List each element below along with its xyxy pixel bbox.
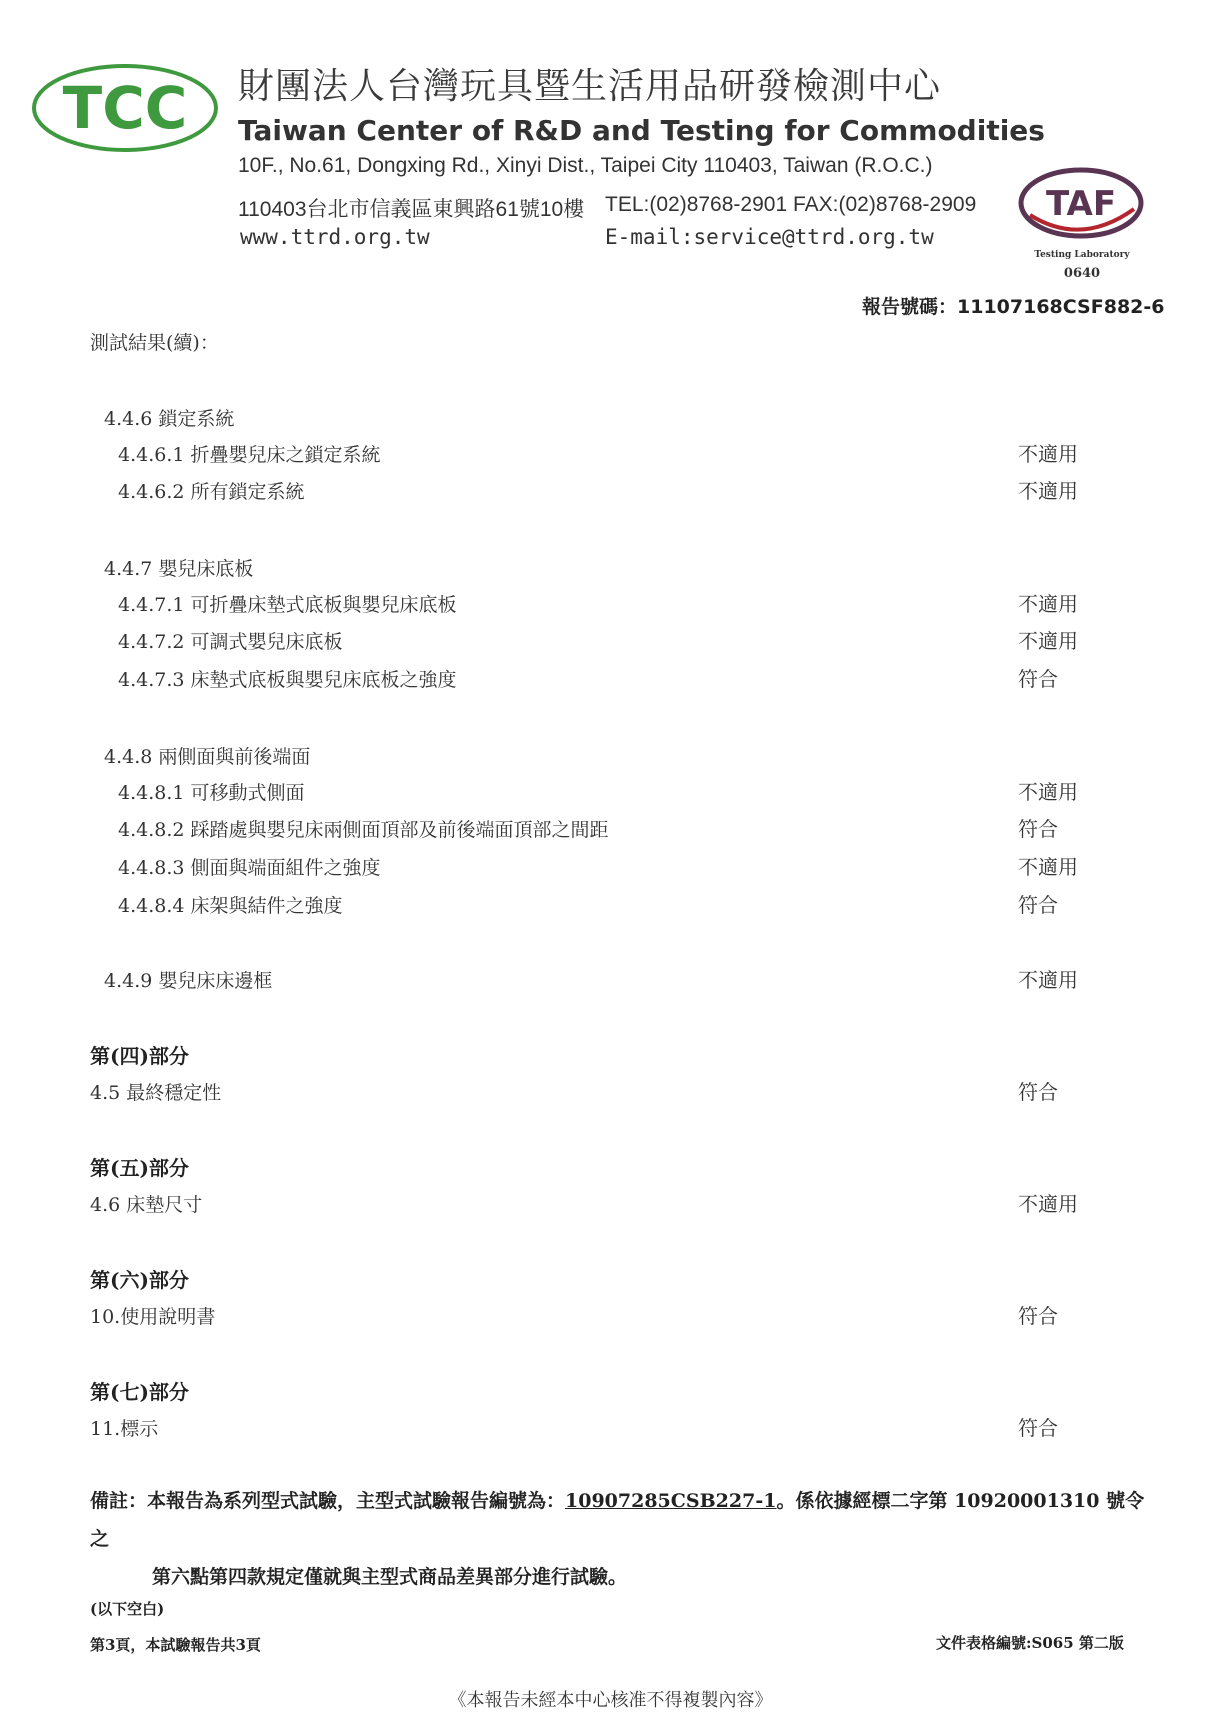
item-label: 4.4.8.4 床架與結件之強度 [118,895,343,917]
remarks [90,1482,1150,1596]
item-result: 符合 [1018,667,1058,691]
item-label: 4.4.9 嬰兒床床邊框 [104,970,273,992]
item-result: 不適用 [1018,592,1078,616]
list-item [0,778,1221,808]
main-report-number: 10907285CSB227-1 [565,1490,777,1512]
taf-logo [1016,165,1146,245]
list-item [0,1414,1221,1444]
list-item [0,404,1221,434]
item-result: 不適用 [1018,479,1078,503]
list-item [0,1302,1221,1332]
continued-label: 測試結果(續)： [90,332,219,354]
part-title: 第(七)部分 [90,1380,189,1404]
item-label: 4.6 床墊尺寸 [90,1194,203,1216]
org-name-en: Taiwan Center of R&D and Testing for Commodities [238,114,1045,147]
item-label: 4.4.6 鎖定系統 [104,408,235,430]
tcc-logo-text: TCC [62,74,188,142]
remarks-prefix: 備註：本報告為系列型式試驗，主型式試驗報告編號為： [90,1490,566,1512]
list-item [0,1190,1221,1220]
website: www.ttrd.org.tw [240,225,430,249]
item-label: 4.4.6.2 所有鎖定系統 [118,481,305,503]
item-label: 4.4.8.2 踩踏處與嬰兒床兩側面頂部及前後端面頂部之間距 [118,819,609,841]
address-en: 10F., No.61, Dongxing Rd., Xinyi Dist., Taipei City 110403, Taiwan (R.O.C.) [238,154,933,177]
item-label: 4.4.6.1 折疊嬰兒床之鎖定系統 [118,444,381,466]
tcc-logo [30,62,220,154]
item-label: 4.4.7 嬰兒床底板 [104,558,254,580]
item-result: 不適用 [1018,629,1078,653]
item-label: 4.4.8.1 可移動式側面 [118,782,305,804]
blank-note: (以下空白) [90,1600,165,1618]
list-item [0,1078,1221,1108]
item-label: 4.4.7.1 可折疊床墊式底板與嬰兒床底板 [118,594,457,616]
part-title: 第(五)部分 [90,1156,189,1180]
list-item [0,554,1221,584]
item-label: 11.標示 [90,1418,159,1440]
item-result: 符合 [1018,893,1058,917]
list-item [0,590,1221,620]
list-item [0,891,1221,921]
list-item [0,966,1221,996]
org-name-zh: 財團法人台灣玩具暨生活用品研發檢測中心 [238,66,942,107]
part-title: 第(六)部分 [90,1268,189,1292]
footer-note: 《本報告未經本中心核准不得複製內容》 [448,1690,773,1711]
item-result: 不適用 [1018,968,1078,992]
list-item [0,853,1221,883]
remarks-line2: 第六點第四款規定僅就與主型式商品差異部分進行試驗。 [152,1566,628,1588]
item-label: 4.4.8.3 側面與端面組件之強度 [118,857,381,879]
remarks-middle: 。係依據經標二字第 10920001310 號令之 [90,1490,1145,1550]
item-label: 4.4.8 兩側面與前後端面 [104,746,311,768]
page-info: 第3頁，本試驗報告共3頁 [90,1636,261,1654]
report-number: 報告號碼：11107168CSF882-6 [862,296,1165,318]
item-result: 不適用 [1018,442,1078,466]
item-result: 不適用 [1018,780,1078,804]
item-result: 符合 [1018,1304,1058,1328]
item-label: 4.4.7.3 床墊式底板與嬰兒床底板之強度 [118,669,457,691]
tel-fax: TEL:(02)8768-2901 FAX:(02)8768-2909 [605,193,977,216]
taf-number: 0640 [1063,266,1101,281]
taf-logo-text: TAF [1045,184,1117,224]
list-item [0,742,1221,772]
item-result: 符合 [1018,817,1058,841]
email: E-mail:service@ttrd.org.tw [605,225,934,249]
list-item [0,627,1221,657]
form-number: 文件表格編號:S065 第二版 [936,1634,1124,1652]
list-item [0,477,1221,507]
address-zh: 110403台北市信義區東興路61號10樓 [238,198,585,221]
list-item [0,665,1221,695]
taf-caption: Testing Laboratory [1034,250,1130,260]
item-label: 4.4.7.2 可調式嬰兒床底板 [118,631,343,653]
item-label: 10.使用說明書 [90,1306,216,1328]
item-result: 不適用 [1018,1192,1078,1216]
list-item [0,440,1221,470]
item-result: 不適用 [1018,855,1078,879]
part-title: 第(四)部分 [90,1044,189,1068]
item-label: 4.5 最終穩定性 [90,1082,222,1104]
item-result: 符合 [1018,1080,1058,1104]
list-item [0,815,1221,845]
item-result: 符合 [1018,1416,1058,1440]
